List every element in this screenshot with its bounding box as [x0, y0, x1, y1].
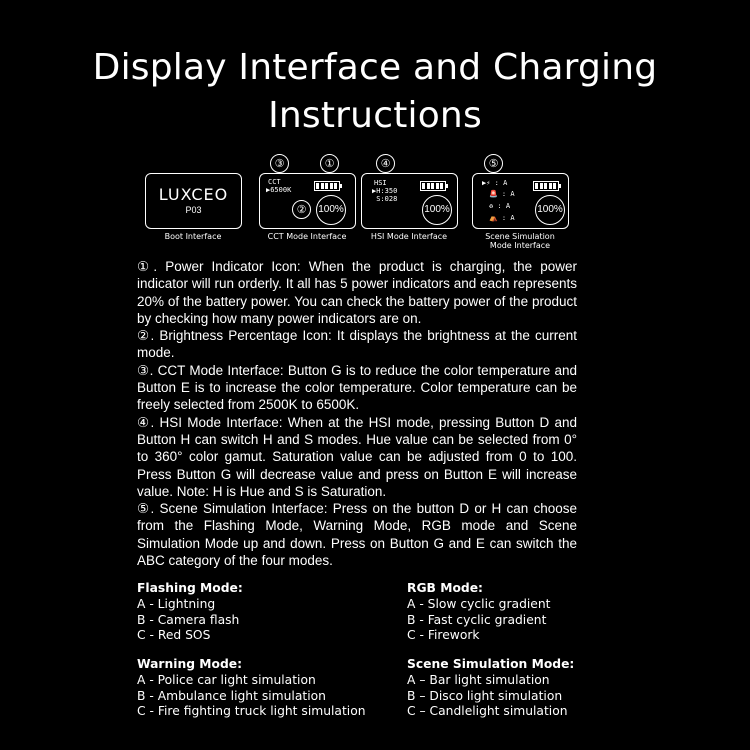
- warning-mode-list: [137, 657, 366, 720]
- battery-icon: [420, 181, 446, 191]
- list-item: C – Candlelight simulation: [407, 704, 568, 719]
- scene-caption-line-2: Mode Interface: [489, 241, 551, 250]
- cct-mode-label: CCT: [268, 178, 281, 186]
- flashing-row: ▶⚡ : A: [482, 179, 508, 187]
- list-item: B - Camera flash: [137, 612, 240, 627]
- instruction-cct-mode: ③. CCT Mode Interface: Button G is to reduce the color temperature and Button E is to increase the color temperature. Color temperature can be freely selected from 2500K to 6500K.: [137, 362, 577, 413]
- saturation-value: S:028: [372, 195, 398, 203]
- page-title: [0, 44, 750, 140]
- scene-caption-line-1: Scene Simulation: [485, 232, 555, 241]
- marker-1: ①: [320, 154, 339, 173]
- warning-row: 🚨 : A: [489, 190, 515, 198]
- list-item: C - Fire fighting truck light simulation: [137, 704, 366, 719]
- rgb-row: ♻ : A: [489, 202, 511, 210]
- rgb-mode-list: [407, 581, 550, 644]
- scene-screen: [472, 173, 569, 229]
- marker-4: ④: [376, 154, 395, 173]
- list-item: A - Slow cyclic gradient: [407, 596, 551, 611]
- model-label: P03: [185, 205, 202, 215]
- flashing-mode-list: [137, 581, 243, 644]
- instruction-brightness: ②. Brightness Percentage Icon: It displays the brightness at the current mode.: [137, 328, 577, 361]
- list-item: C - Red SOS: [137, 628, 211, 643]
- list-item: B - Fast cyclic gradient: [407, 612, 547, 627]
- boot-caption: Boot Interface: [164, 232, 222, 241]
- instruction-hsi-mode: ④. HSI Mode Interface: When at the HSI mode, pressing Button D and Button H can switch H and S modes. Hue value can be selected from 0° to 360° color gamut. Saturation value can be adjusted from 0 to 100. Press Button G will decrease value and press on Button E will increase value. Note: H is Hue and S is Saturation.: [137, 414, 577, 499]
- battery-icon: [314, 181, 340, 191]
- scene-mode-heading: Scene Simulation Mode:: [407, 657, 575, 671]
- cct-caption: CCT Mode Interface: [267, 232, 347, 241]
- brightness-dial: 100%: [422, 195, 452, 225]
- marker-5: ⑤: [484, 154, 503, 173]
- cct-screen: [259, 173, 356, 229]
- title-line-2: Instructions: [268, 95, 482, 136]
- instruction-scene-mode: ⑤. Scene Simulation Interface: Press on the button D or H can choose from the Flashing Mode, Warning Mode, RGB mode and Scene Simulation Mode up and down. Press on Button G and E can switch the ABC category of the four modes.: [137, 501, 577, 569]
- brightness-dial: 100%: [316, 195, 346, 225]
- list-item: B – Disco light simulation: [407, 688, 563, 703]
- title-line-1: Display Interface and Charging: [92, 47, 658, 88]
- cct-value: ▶6500K: [266, 186, 292, 194]
- marker-3: ③: [270, 154, 289, 173]
- hsi-mode-label: HSI: [374, 179, 387, 187]
- warning-mode-heading: Warning Mode:: [137, 657, 243, 671]
- list-item: A - Lightning: [137, 596, 216, 611]
- list-item: C - Firework: [407, 628, 480, 643]
- scene-caption: [465, 232, 575, 250]
- list-item: A – Bar light simulation: [407, 672, 550, 687]
- scene-row: ⛺ : A: [489, 214, 515, 222]
- brightness-dial: 100%: [535, 195, 565, 225]
- scene-mode-list: [407, 657, 574, 720]
- marker-2: ②: [292, 200, 311, 219]
- hsi-screen: [361, 173, 458, 229]
- instruction-power-indicator: ①. Power Indicator Icon: When the product is charging, the power indicator will run orderly. It all has 5 power indicators and each represents 20% of the battery power. You can check the battery power of the product by checking how many power indicators are on.: [137, 259, 577, 326]
- hsi-caption: HSI Mode Interface: [370, 232, 448, 241]
- flashing-mode-heading: Flashing Mode:: [137, 581, 243, 595]
- hue-value: ▶H:350: [372, 187, 398, 195]
- display-screens: [0, 150, 750, 250]
- list-item: B - Ambulance light simulation: [137, 688, 326, 703]
- rgb-mode-heading: RGB Mode:: [407, 581, 483, 595]
- battery-icon: [533, 181, 559, 191]
- list-item: A - Police car light simulation: [137, 672, 316, 687]
- instructions-text: [137, 258, 577, 569]
- boot-screen: [145, 173, 242, 229]
- luxceo-logo: LUXCEO: [158, 185, 229, 204]
